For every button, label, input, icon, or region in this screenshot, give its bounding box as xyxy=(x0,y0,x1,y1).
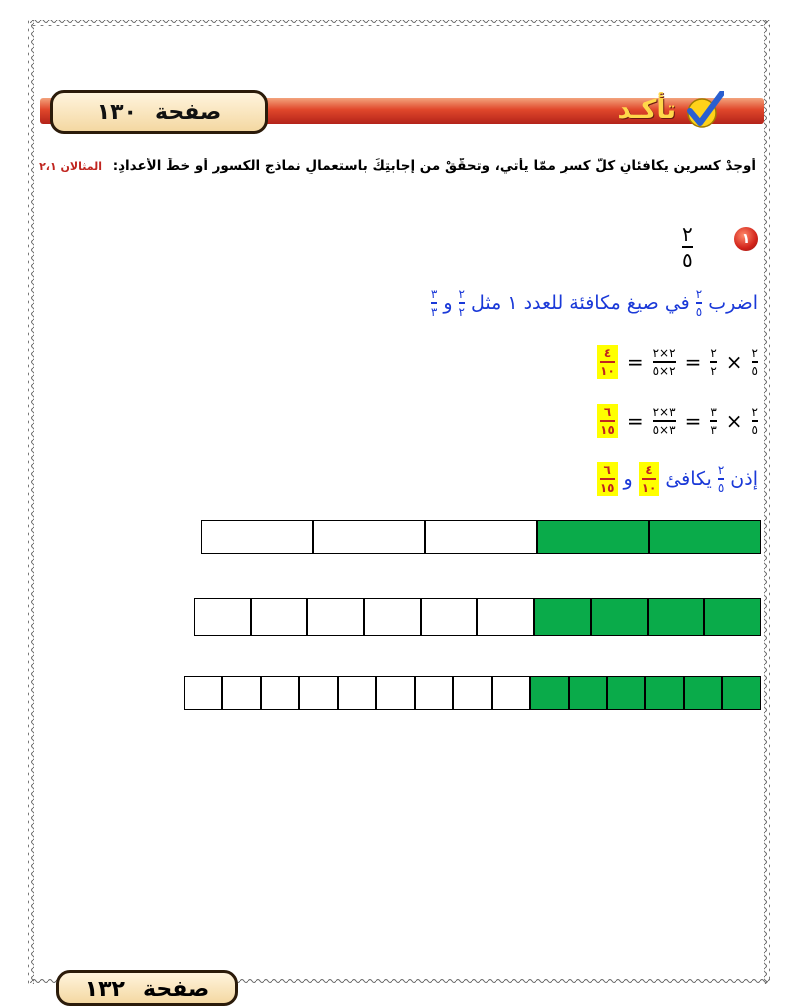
shaded-part xyxy=(607,676,645,710)
eq1-a-den: ٥ xyxy=(751,363,758,378)
conc-fracb-num: ٦ xyxy=(603,463,611,477)
question-number: ١ xyxy=(741,231,751,247)
shaded-part xyxy=(684,676,722,710)
question-number-badge xyxy=(734,227,758,251)
eq2-result-highlight xyxy=(597,404,618,438)
shaded-part xyxy=(591,598,648,636)
unshaded-part xyxy=(425,520,537,554)
unshaded-part xyxy=(222,676,260,710)
solution-step-1 xyxy=(431,288,758,318)
eq2-equals-2: = xyxy=(626,408,644,433)
eq2-equals-1: = xyxy=(684,408,702,433)
eq1-a-num: ٢ xyxy=(751,346,758,360)
unshaded-part xyxy=(299,676,337,710)
fraction-numerator: ٢ xyxy=(682,222,693,246)
bottom-page-label: صفحة xyxy=(143,977,210,1002)
page-number: ١٣٠ xyxy=(96,99,137,125)
step1-fracb-den: ٣ xyxy=(430,304,438,319)
checkmark-icon xyxy=(684,91,724,129)
eq1-result-num: ٤ xyxy=(603,346,612,360)
shaded-part xyxy=(722,676,760,710)
shaded-part xyxy=(645,676,683,710)
step1-frac-den: ٥ xyxy=(695,304,703,319)
example-reference: المثالان ٢،١ xyxy=(39,160,102,173)
conc-fracb-den: ١٥ xyxy=(599,480,615,495)
section-title-group xyxy=(617,90,724,130)
step1-fracb-num: ٣ xyxy=(430,287,438,301)
eq1-b-den: ٢ xyxy=(710,363,717,378)
unshaded-part xyxy=(492,676,530,710)
equation-1 xyxy=(597,345,758,379)
eq2-times: × xyxy=(725,408,743,433)
equation-2 xyxy=(597,404,758,438)
eq2-result-den: ١٥ xyxy=(600,422,615,437)
eq1-result-den: ١٠ xyxy=(600,363,615,378)
unshaded-part xyxy=(477,598,534,636)
step1-frac-num: ٢ xyxy=(695,287,703,301)
unshaded-part xyxy=(307,598,364,636)
unshaded-part xyxy=(184,676,222,710)
conc-frac-num: ٢ xyxy=(717,463,725,477)
instruction-body: أوجدْ كسرينِ يكافئانِ كلَّ كسرٍ ممّا يأتي، وتحقّقْ من إجابتِكَ باستعمالِ نماذجِ الكسورِ أو خطِّ الأعدادِ: xyxy=(112,158,756,174)
step1-fraca-num: ٢ xyxy=(458,287,465,301)
unshaded-part xyxy=(338,676,376,710)
unshaded-part xyxy=(261,676,299,710)
conc-fracb-highlight xyxy=(597,462,618,496)
eq2-b-den: ٣ xyxy=(710,422,717,437)
eq1-b-num: ٢ xyxy=(710,346,717,360)
section-title: تأكـد xyxy=(617,95,676,125)
unshaded-part xyxy=(364,598,421,636)
page-label: صفحة xyxy=(155,99,222,125)
eq1-mid-num: ٢×٢ xyxy=(652,346,676,360)
step1-fraca-den: ٢ xyxy=(458,304,465,319)
conc-fraca-num: ٤ xyxy=(645,463,653,477)
bottom-page-number: ١٣٢ xyxy=(84,977,125,1002)
shaded-part xyxy=(704,598,761,636)
conc-fraca-highlight xyxy=(639,462,660,496)
unshaded-part xyxy=(415,676,453,710)
conclusion-verb: يكافئ xyxy=(665,467,712,490)
eq2-b-num: ٣ xyxy=(710,405,717,419)
eq1-equals-1: = xyxy=(684,349,702,374)
shaded-part xyxy=(537,520,649,554)
page-reference-tab xyxy=(50,90,268,134)
fraction-bar-fifteenths xyxy=(184,676,761,710)
eq2-result-num: ٦ xyxy=(603,405,612,419)
step1-conj: و xyxy=(443,291,453,314)
fraction-denominator: ٥ xyxy=(682,247,693,272)
unshaded-part xyxy=(421,598,478,636)
shaded-part xyxy=(530,676,568,710)
eq2-a-den: ٥ xyxy=(751,422,758,437)
eq2-a-num: ٢ xyxy=(751,405,758,419)
shaded-part xyxy=(648,598,705,636)
bottom-page-tab xyxy=(56,970,238,1006)
step1-prefix: اضرب xyxy=(708,291,758,314)
section-header xyxy=(40,86,764,132)
shaded-part xyxy=(534,598,591,636)
eq1-times: × xyxy=(725,349,743,374)
shaded-part xyxy=(649,520,761,554)
conclusion-conj: و xyxy=(623,467,633,490)
unshaded-part xyxy=(201,520,313,554)
unshaded-part xyxy=(251,598,308,636)
question-fraction xyxy=(682,224,693,270)
fraction-bar-fifths xyxy=(201,520,761,554)
unshaded-part xyxy=(376,676,414,710)
unshaded-part xyxy=(194,598,251,636)
conclusion-line xyxy=(597,462,758,496)
eq1-mid-den: ٢×٥ xyxy=(652,363,676,378)
shaded-part xyxy=(569,676,607,710)
conclusion-prefix: إذن xyxy=(730,467,758,490)
eq2-mid-den: ٣×٥ xyxy=(652,422,676,437)
eq1-equals-2: = xyxy=(626,349,644,374)
step1-middle: في صيغ مكافئة للعدد ١ مثل xyxy=(470,291,690,314)
fraction-bar-tenths xyxy=(194,598,761,636)
eq1-result-highlight xyxy=(597,345,618,379)
instruction-text xyxy=(36,158,756,174)
conc-fraca-den: ١٠ xyxy=(641,480,657,495)
conc-frac-den: ٥ xyxy=(717,480,725,495)
eq2-mid-num: ٣×٢ xyxy=(652,405,676,419)
unshaded-part xyxy=(313,520,425,554)
unshaded-part xyxy=(453,676,491,710)
